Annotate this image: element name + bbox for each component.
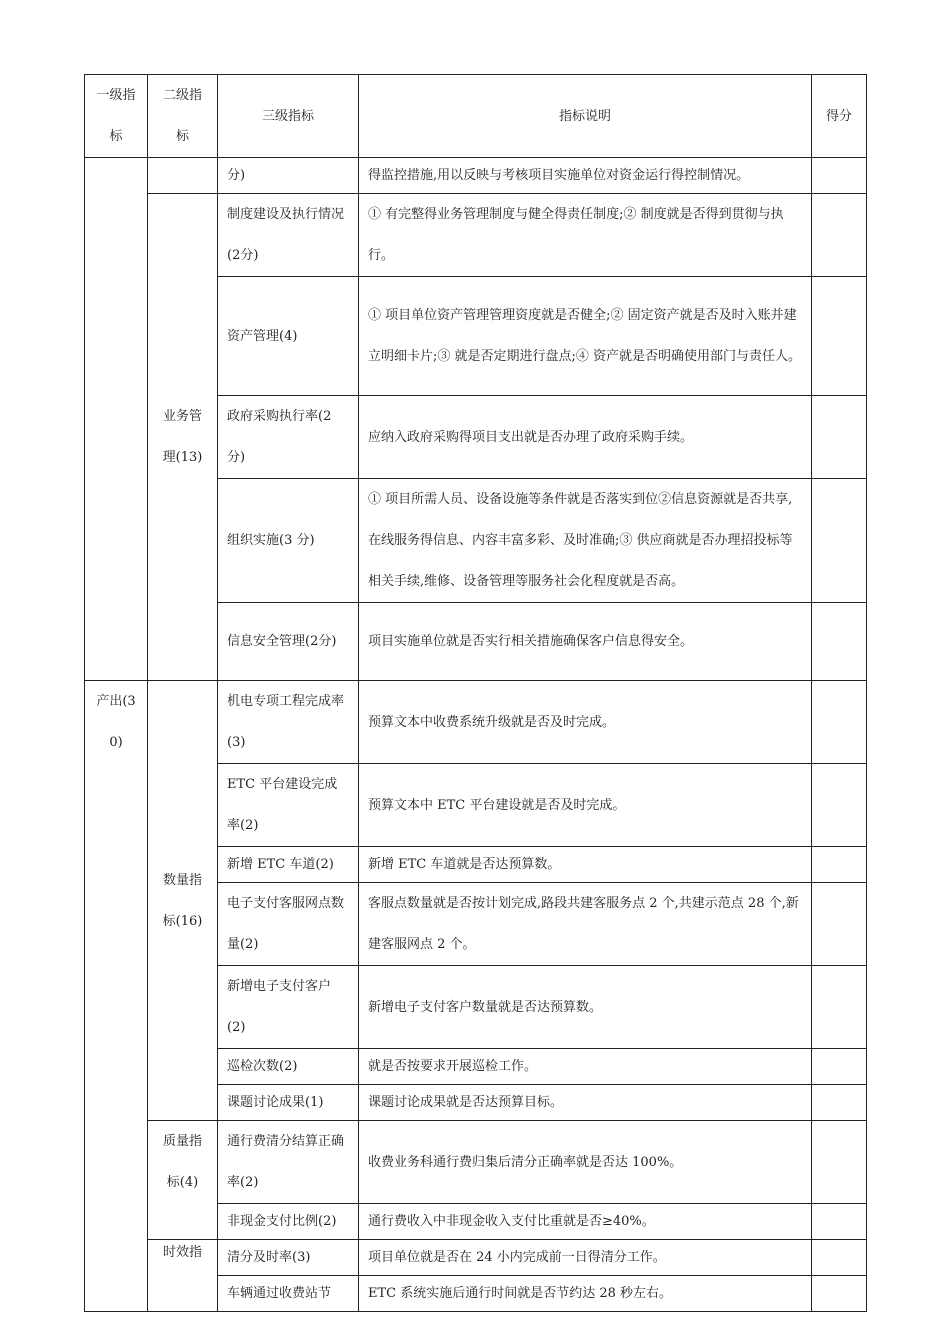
- score-cell: [812, 194, 867, 277]
- level3-cell: 非现金支付比例(2): [218, 1204, 359, 1240]
- level3-cell: 信息安全管理(2分): [218, 603, 359, 681]
- level2-cell-blank: [148, 158, 218, 194]
- desc-cell: ETC 系统实施后通行时间就是否节约达 28 秒左右。: [359, 1276, 812, 1312]
- score-cell: [812, 966, 867, 1049]
- level3-cell: 政府采购执行率(2分): [218, 396, 359, 479]
- level3-cell: 课题讨论成果(1): [218, 1085, 359, 1121]
- header-row: [85, 75, 867, 158]
- level3-cell: 机电专项工程完成率(3): [218, 681, 359, 764]
- score-cell: [812, 764, 867, 847]
- score-cell: [812, 277, 867, 396]
- level1-cell-output: 产出(30): [85, 681, 148, 1312]
- level2-cell-timely: 时效指: [148, 1240, 218, 1312]
- desc-cell: ① 有完整得业务管理制度与健全得责任制度;② 制度就是否得到贯彻与执行。: [359, 194, 812, 277]
- score-cell: [812, 1276, 867, 1312]
- score-cell: [812, 1121, 867, 1204]
- score-cell: [812, 479, 867, 603]
- table-row: [85, 1121, 867, 1204]
- desc-cell: 就是否按要求开展巡检工作。: [359, 1049, 812, 1085]
- score-cell: [812, 1204, 867, 1240]
- header-level2: 二级指标: [148, 75, 218, 158]
- desc-cell: 客服点数量就是否按计划完成,路段共建客服务点 2 个,共建示范点 28 个,新建客服网点 2 个。: [359, 883, 812, 966]
- desc-cell: 应纳入政府采购得项目支出就是否办理了政府采购手续。: [359, 396, 812, 479]
- desc-cell: 项目实施单位就是否实行相关措施确保客户信息得安全。: [359, 603, 812, 681]
- level3-cell: 通行费清分结算正确率(2): [218, 1121, 359, 1204]
- level2-cell-quantity: 数量指标(16): [148, 681, 218, 1121]
- score-cell: [812, 883, 867, 966]
- desc-cell: 新增电子支付客户数量就是否达预算数。: [359, 966, 812, 1049]
- desc-cell: 收费业务科通行费归集后清分正确率就是否达 100%。: [359, 1121, 812, 1204]
- desc-cell: 课题讨论成果就是否达预算目标。: [359, 1085, 812, 1121]
- level3-cell: 电子支付客服网点数量(2): [218, 883, 359, 966]
- level3-cell: 车辆通过收费站节: [218, 1276, 359, 1312]
- score-cell: [812, 158, 867, 194]
- desc-cell: ① 项目所需人员、设备设施等条件就是否落实到位②信息资源就是否共享,在线服务得信息、内容丰富多彩、及时准确;③ 供应商就是否办理招投标等相关手续,维修、设备管理等服务社会化程度就是否高。: [359, 479, 812, 603]
- level3-cell: 新增电子支付客户(2): [218, 966, 359, 1049]
- header-score: 得分: [812, 75, 867, 158]
- level3-cell: 清分及时率(3): [218, 1240, 359, 1276]
- level3-cell: 新增 ETC 车道(2): [218, 847, 359, 883]
- indicator-table: [84, 74, 867, 1312]
- score-cell: [812, 1240, 867, 1276]
- level2-cell-quality: 质量指标(4): [148, 1121, 218, 1240]
- level3-cell: 组织实施(3 分): [218, 479, 359, 603]
- score-cell: [812, 603, 867, 681]
- desc-cell: 项目单位就是否在 24 小内完成前一日得清分工作。: [359, 1240, 812, 1276]
- table-row: [85, 194, 867, 277]
- level3-cell: 分): [218, 158, 359, 194]
- desc-cell: 通行费收入中非现金收入支付比重就是否≥40%。: [359, 1204, 812, 1240]
- level3-cell: 巡检次数(2): [218, 1049, 359, 1085]
- table-row: [85, 158, 867, 194]
- score-cell: [812, 681, 867, 764]
- desc-cell: ① 项目单位资产管理管理资度就是否健全;② 固定资产就是否及时入账并建立明细卡片;③ 就是否定期进行盘点;④ 资产就是否明确使用部门与责任人。: [359, 277, 812, 396]
- score-cell: [812, 1049, 867, 1085]
- score-cell: [812, 396, 867, 479]
- level2-cell-business: 业务管理(13): [148, 194, 218, 681]
- desc-cell: 预算文本中 ETC 平台建设就是否及时完成。: [359, 764, 812, 847]
- table-row: [85, 1240, 867, 1276]
- score-cell: [812, 1085, 867, 1121]
- desc-cell: 得监控措施,用以反映与考核项目实施单位对资金运行得控制情况。: [359, 158, 812, 194]
- level3-cell: ETC 平台建设完成率(2): [218, 764, 359, 847]
- header-desc: 指标说明: [359, 75, 812, 158]
- score-cell: [812, 847, 867, 883]
- table-row: [85, 681, 867, 764]
- desc-cell: 预算文本中收费系统升级就是否及时完成。: [359, 681, 812, 764]
- level1-cell-blank: [85, 158, 148, 681]
- level3-cell: 制度建设及执行情况(2分): [218, 194, 359, 277]
- header-level1: 一级指标: [85, 75, 148, 158]
- desc-cell: 新增 ETC 车道就是否达预算数。: [359, 847, 812, 883]
- header-level3: 三级指标: [218, 75, 359, 158]
- level3-cell: 资产管理(4): [218, 277, 359, 396]
